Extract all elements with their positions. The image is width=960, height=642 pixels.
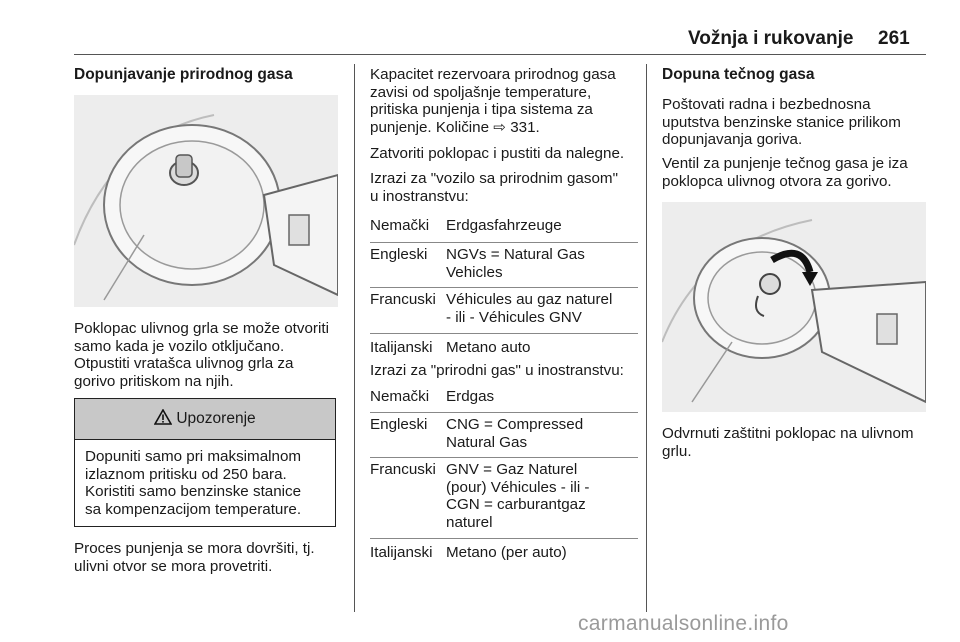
section-heading-natural-gas: Dopunjavanje prirodnog gasa <box>74 66 293 83</box>
tank-capacity-text <box>370 66 640 136</box>
row-value <box>446 544 567 562</box>
text-line: Otpustiti vratašca ulivnog grla za <box>74 355 294 372</box>
text-line: uputstva benzinske stanice prilikom <box>662 113 901 131</box>
text-line: Ventil za punjenje tečnog gasa je iza <box>662 155 908 172</box>
fuel-flap-image <box>74 95 338 307</box>
gas-terms-intro: Izrazi za "prirodni gas" u inostranstvu: <box>370 362 624 379</box>
text-line: NGVs = Natural Gas <box>446 246 585 263</box>
row-value <box>446 339 530 357</box>
text-line: Poklopac ulivnog grla se može otvoriti <box>74 320 329 337</box>
text-line: Proces punjenja se mora dovršiti, tj. <box>74 540 315 557</box>
text-line: gorivo pritiskom na njih. <box>74 372 234 390</box>
page-number: 261 <box>878 28 910 49</box>
row-value <box>446 461 589 531</box>
table-row <box>370 213 638 242</box>
text-line: CNG = Compressed <box>446 416 584 433</box>
row-value <box>446 217 562 235</box>
flap-instructions <box>74 320 349 390</box>
row-value <box>446 246 585 281</box>
table-row <box>370 334 638 361</box>
row-label: Nemački <box>370 388 430 405</box>
text-line: Metano (per auto) <box>446 544 567 561</box>
warning-box <box>74 398 336 527</box>
watermark: carmanualsonline.info <box>578 612 789 635</box>
lpg-cap-image <box>662 202 926 412</box>
text-line: Koristiti samo benzinske stanice <box>85 483 302 500</box>
table-row <box>370 243 638 287</box>
warning-title: Upozorenje <box>176 410 256 427</box>
text-line: naturel <box>446 513 493 531</box>
row-value <box>446 388 494 406</box>
vehicle-terms-intro <box>370 170 645 205</box>
row-label: Francuski <box>370 461 436 478</box>
text-line: dopunjavanja goriva. <box>662 131 803 148</box>
text-line: Metano auto <box>446 339 531 356</box>
text-line: u inostranstvu: <box>370 187 469 205</box>
text-line: Izrazi za "vozilo sa prirodnim gasom" <box>370 170 618 187</box>
text-line: Natural Gas <box>446 433 528 451</box>
column-divider-2 <box>646 64 647 612</box>
table-row <box>370 383 638 412</box>
text-line: samo kada je vozilo otključano. <box>74 337 285 355</box>
row-label: Engleski <box>370 246 428 263</box>
row-label: Francuski <box>370 291 436 308</box>
text-line: izlaznom pritisku od 250 bara. <box>85 465 287 483</box>
column-divider-1 <box>354 64 355 612</box>
warning-header <box>75 399 335 440</box>
text-line: Erdgasfahrzeuge <box>446 217 562 234</box>
table-row <box>370 413 638 457</box>
lpg-valve-location <box>662 155 932 190</box>
row-value <box>446 291 612 326</box>
table-row <box>370 539 638 567</box>
text-line: Véhicules au gaz naturel <box>446 291 613 308</box>
text-line: poklopca ulivnog otvora za gorivo. <box>662 172 892 190</box>
close-flap-text: Zatvoriti poklopac i pustiti da nalegne. <box>370 145 625 162</box>
table-row <box>370 458 638 538</box>
text-line: ulivni otvor se mora provetriti. <box>74 557 273 575</box>
text-line: Dopuniti samo pri maksimalnom <box>85 448 302 465</box>
text-line: zavisi od spoljašnje temperature, <box>370 83 592 101</box>
text-line: Kapacitet rezervoara prirodnog gasa <box>370 66 616 83</box>
safety-instructions <box>662 96 932 149</box>
row-label: Italijanski <box>370 339 433 356</box>
text-line: grlu. <box>662 442 692 460</box>
text-line: GNV = Gaz Naturel <box>446 461 578 478</box>
text-line: Poštovati radna i bezbednosna <box>662 96 871 113</box>
text-line: punjenje. Količine ⇨ 331. <box>370 118 540 136</box>
gas-terms-table <box>370 383 638 567</box>
vehicle-terms-table <box>370 213 638 361</box>
process-note <box>74 540 349 575</box>
unscrew-cap-text <box>662 425 937 460</box>
text-line: (pour) Véhicules - ili - <box>446 478 590 496</box>
text-line: - ili - Véhicules GNV <box>446 308 582 326</box>
header-divider <box>74 54 926 55</box>
warning-text <box>75 440 335 526</box>
chapter-title: Vožnja i rukovanje <box>688 28 854 49</box>
text-line: pritiska punjenja i tipa sistema za <box>370 101 593 118</box>
text-line: CGN = carburantgaz <box>446 496 586 513</box>
text-line: Erdgas <box>446 388 495 405</box>
table-row <box>370 288 638 333</box>
text-line: Odvrnuti zaštitni poklopac na ulivnom <box>662 425 914 442</box>
row-label: Nemački <box>370 217 430 234</box>
section-heading-lpg: Dopuna tečnog gasa <box>662 66 815 83</box>
row-value <box>446 416 583 451</box>
row-label: Engleski <box>370 416 428 433</box>
text-line: Vehicles <box>446 263 503 281</box>
text-line: sa kompenzacijom temperature. <box>85 500 302 518</box>
warning-triangle-icon <box>154 409 172 430</box>
row-label: Italijanski <box>370 544 433 561</box>
